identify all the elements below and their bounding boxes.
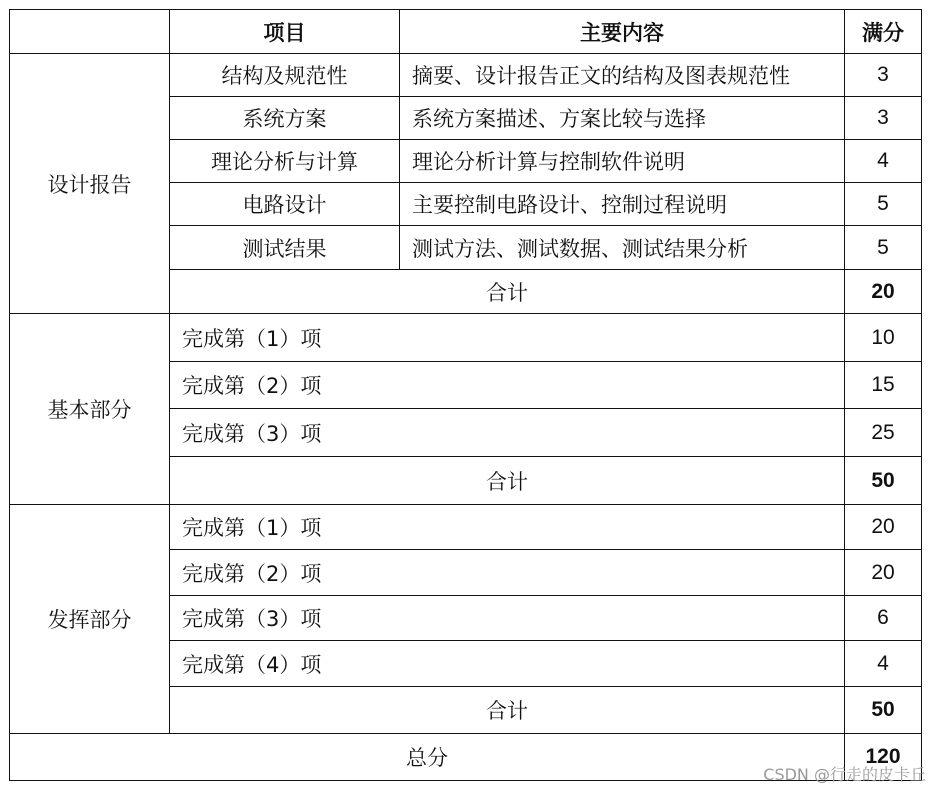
row-content: 系统方案描述、方案比较与选择 xyxy=(400,97,845,140)
row-content: 测试方法、测试数据、测试结果分析 xyxy=(400,226,845,270)
row-content: 理论分析计算与控制软件说明 xyxy=(400,140,845,183)
header-item: 项目 xyxy=(170,10,400,54)
row-item: 完成第（1）项 xyxy=(170,314,845,362)
row-item: 测试结果 xyxy=(170,226,400,270)
row-item: 系统方案 xyxy=(170,97,400,140)
subtotal-value: 20 xyxy=(845,270,922,314)
subtotal-label: 合计 xyxy=(170,270,845,314)
section-label-basic: 基本部分 xyxy=(10,314,170,505)
row-score: 20 xyxy=(845,550,922,596)
total-value: 120 xyxy=(845,734,922,781)
table-row xyxy=(10,314,922,362)
row-score: 3 xyxy=(845,97,922,140)
row-score: 3 xyxy=(845,54,922,97)
row-item: 结构及规范性 xyxy=(170,54,400,97)
table-row xyxy=(10,54,922,97)
row-content: 摘要、设计报告正文的结构及图表规范性 xyxy=(400,54,845,97)
row-score: 20 xyxy=(845,505,922,550)
row-item: 电路设计 xyxy=(170,183,400,226)
section-label-report: 设计报告 xyxy=(10,54,170,314)
scoring-table xyxy=(9,9,922,781)
subtotal-value: 50 xyxy=(845,457,922,505)
row-item: 完成第（2）项 xyxy=(170,550,845,596)
table-row xyxy=(10,505,922,550)
row-item: 完成第（1）项 xyxy=(170,505,845,550)
row-score: 4 xyxy=(845,641,922,687)
header-content: 主要内容 xyxy=(400,10,845,54)
row-item: 完成第（4）项 xyxy=(170,641,845,687)
total-label: 总分 xyxy=(10,734,845,781)
header-score: 满分 xyxy=(845,10,922,54)
row-item: 完成第（2）项 xyxy=(170,362,845,409)
row-item: 理论分析与计算 xyxy=(170,140,400,183)
subtotal-value: 50 xyxy=(845,687,922,734)
subtotal-label: 合计 xyxy=(170,457,845,505)
row-score: 5 xyxy=(845,226,922,270)
header-blank xyxy=(10,10,170,54)
row-content: 主要控制电路设计、控制过程说明 xyxy=(400,183,845,226)
row-item: 完成第（3）项 xyxy=(170,409,845,457)
watermark: CSDN @行走的皮卡丘 xyxy=(763,765,926,784)
row-item: 完成第（3）项 xyxy=(170,596,845,641)
header-row xyxy=(10,10,922,54)
section-label-extended: 发挥部分 xyxy=(10,505,170,734)
row-score: 4 xyxy=(845,140,922,183)
row-score: 6 xyxy=(845,596,922,641)
subtotal-label: 合计 xyxy=(170,687,845,734)
row-score: 10 xyxy=(845,314,922,362)
row-score: 5 xyxy=(845,183,922,226)
row-score: 25 xyxy=(845,409,922,457)
row-score: 15 xyxy=(845,362,922,409)
